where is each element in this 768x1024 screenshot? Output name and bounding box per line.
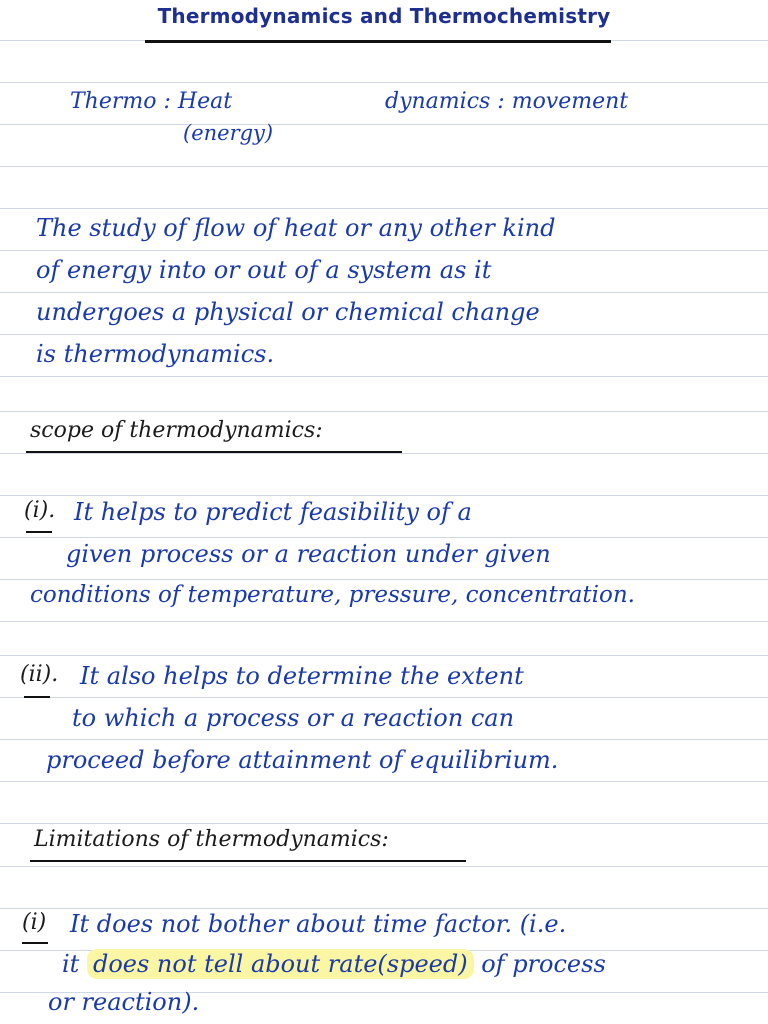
scope-point-2-line-1: It also helps to determine the extent bbox=[80, 662, 524, 690]
ruled-line bbox=[0, 453, 768, 454]
definition-line-2: of energy into or out of a system as it bbox=[36, 256, 492, 284]
ruled-line bbox=[0, 376, 768, 377]
definition-line-4: is thermodynamics. bbox=[36, 340, 275, 368]
ruled-line bbox=[0, 697, 768, 698]
limitations-heading: Limitations of thermodynamics: bbox=[34, 827, 389, 852]
scope-point-1-marker-underline bbox=[26, 531, 52, 533]
page-title: Thermodynamics and Thermochemistry bbox=[157, 4, 611, 28]
title-underline bbox=[145, 40, 611, 43]
ruled-line bbox=[0, 250, 768, 251]
ruled-line bbox=[0, 908, 768, 909]
definition-line-1: The study of flow of heat or any other kind bbox=[36, 214, 556, 242]
definition-line-3: undergoes a physical or chemical change bbox=[36, 298, 540, 326]
thermo-meaning: Thermo : Heat bbox=[70, 89, 233, 114]
limitation-point-1-marker: (i) bbox=[22, 910, 47, 935]
ruled-line bbox=[0, 124, 768, 125]
energy-note: (energy) bbox=[183, 121, 274, 145]
scope-point-2-line-3: proceed before attainment of equilibrium. bbox=[46, 746, 559, 774]
scope-point-2-marker: (ii). bbox=[20, 662, 59, 687]
limitations-heading-underline bbox=[30, 860, 466, 862]
ruled-line bbox=[0, 334, 768, 335]
ruled-line bbox=[0, 739, 768, 740]
ruled-line bbox=[0, 82, 768, 83]
ruled-line bbox=[0, 208, 768, 209]
ruled-line bbox=[0, 537, 768, 538]
limitation-point-1-line-2 bbox=[62, 952, 606, 976]
ruled-line bbox=[0, 781, 768, 782]
scope-point-1-line-1: It helps to predict feasibility of a bbox=[74, 498, 472, 526]
dynamics-meaning: dynamics : movement bbox=[385, 89, 629, 114]
ruled-line bbox=[0, 655, 768, 656]
ruled-line bbox=[0, 166, 768, 167]
limitation-point-1-line-3: or reaction). bbox=[48, 988, 200, 1016]
limitation-point-1-line-1: It does not bother about time factor. (i.e. bbox=[70, 910, 567, 938]
scope-point-1-marker: (i). bbox=[24, 498, 56, 523]
scope-heading: scope of thermodynamics: bbox=[30, 418, 323, 443]
scope-point-2-line-2: to which a process or a reaction can bbox=[72, 704, 515, 732]
ruled-line bbox=[0, 411, 768, 412]
limitation-line-2-prefix: it bbox=[62, 950, 80, 978]
ruled-line bbox=[0, 823, 768, 824]
ruled-line bbox=[0, 495, 768, 496]
ruled-line bbox=[0, 292, 768, 293]
scope-point-1-line-3: conditions of temperature, pressure, concentration. bbox=[30, 582, 635, 608]
limitation-line-2-suffix: of process bbox=[481, 950, 606, 978]
scope-heading-underline bbox=[26, 451, 402, 453]
scope-point-2-marker-underline bbox=[24, 696, 50, 698]
ruled-line bbox=[0, 579, 768, 580]
ruled-line bbox=[0, 866, 768, 867]
highlighted-phrase: does not tell about rate(speed) bbox=[87, 949, 474, 979]
limitation-point-1-marker-underline bbox=[22, 942, 48, 944]
scope-point-1-line-2: given process or a reaction under given bbox=[66, 540, 551, 568]
ruled-line bbox=[0, 621, 768, 622]
